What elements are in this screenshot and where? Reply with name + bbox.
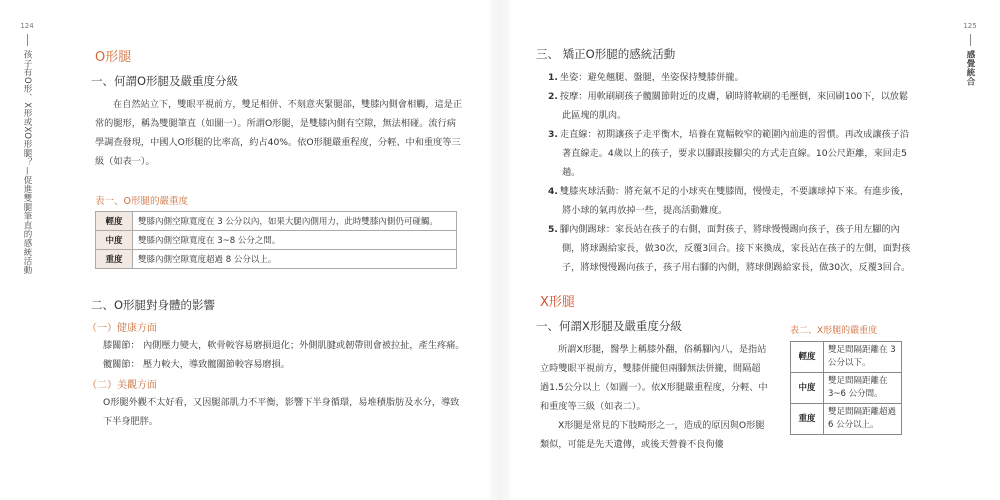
item-text: 壓力較大，導致髖關節較容易磨損。 [143, 359, 290, 370]
item-number: 4. [548, 186, 558, 197]
right-content [536, 46, 915, 454]
list-item [548, 125, 915, 182]
paragraph-appearance: O形腿外觀不太好看，又因腿部肌力不平衡，影響下半身循環，易堆積脂肪及水分，導致下半身肥胖。 [103, 397, 460, 427]
page-number-right: 125 [963, 22, 977, 30]
paragraph-o-leg-definition: 在自然站立下，雙眼平視前方，雙足相併、不刻意夾緊腿部，雙膝內側會相觸，這是正常的腿形，稱為雙腿筆直（如圖一）。所謂O形腿，是雙膝內側有空隙，無法相碰。流行病學調查發現，中國人O形腿的比率高，約占40%。依O形腿嚴重程度，分輕、中和重度等三級（如表一）。 [95, 99, 463, 167]
table-row [791, 373, 902, 404]
left-content [87, 46, 465, 431]
table2-caption: 表二、X形腿的嚴重度 [790, 326, 878, 336]
section-title-o-leg: O形腿 [95, 50, 132, 65]
table-o-leg-severity [95, 211, 457, 269]
list-item [548, 182, 915, 220]
table-row [96, 250, 457, 269]
left-page [0, 0, 490, 500]
left-running-header [20, 22, 34, 276]
item-label: 膝關節： [103, 340, 140, 351]
list-item [548, 87, 915, 125]
runner-divider [970, 34, 971, 46]
item-text: 腳內側踢球：家長站在孩子的右側，面對孩子，將球慢慢踢向孩子，孩子用左腳的內側，將球踢給家長，做30次，反覆3回合。接下來換成，家長站在孩子的左側，面對孩子，將球慢慢踢向孩子，孩子用右腳的內側，將球側踢給家長，做30次，反覆3回合。 [559, 224, 911, 273]
severity-label: 重度 [96, 250, 133, 269]
severity-label: 重度 [791, 404, 824, 435]
table2-box [790, 323, 910, 435]
item-number: 2. [548, 91, 558, 102]
severity-desc: 雙足間隔距離在 3~6 公分間。 [824, 373, 902, 404]
item-number: 3. [548, 129, 558, 140]
table-row [96, 212, 457, 231]
severity-label: 輕度 [791, 342, 824, 373]
severity-desc: 雙膝內側空隙寬度超過 8 公分以上。 [133, 250, 457, 269]
item-text: 坐姿：避免翹腿、盤腿，坐姿保持雙膝併攏。 [559, 72, 744, 83]
list-item [548, 68, 915, 87]
list-item [548, 220, 915, 277]
table-row [791, 342, 902, 373]
severity-desc: 雙足間隔距離在 3 公分以下。 [824, 342, 902, 373]
item-text: 走直線：初期讓孩子走平衡木，培養在寬幅較窄的範圍內前進的習慣。再改成讓孩子沿著直線走。4歲以上的孩子，要求以腳跟接腳尖的方式走直線。10公尺距離，來回走5趟。 [559, 129, 910, 178]
list-item [103, 355, 465, 374]
item-label: 髖關節： [103, 359, 140, 370]
page-number-left: 124 [20, 22, 34, 30]
table-row [791, 404, 902, 435]
item-text: 內側壓力變大，軟骨較容易磨損退化；外側肌腱或韌帶則會被拉扯，產生疼痛。 [143, 340, 465, 351]
running-title-left: 孩子有O形、X形或XO形腿？—促進雙腿筆直的感統活動 [22, 50, 32, 275]
runner-divider [27, 34, 28, 46]
heading-what-is-x-leg: 一、何謂X形腿及嚴重度分級 [536, 319, 682, 333]
x-leg-section [536, 291, 915, 454]
subheading-appearance: （二）美觀方面 [87, 380, 157, 391]
book-gutter [490, 0, 510, 500]
severity-desc: 雙膝內側空隙寬度在 3~8 公分之間。 [133, 231, 457, 250]
heading-o-leg-effects: 二、O形腿對身體的影響 [91, 298, 216, 312]
running-title-right: 感覺統合 [965, 50, 975, 86]
severity-label: 中度 [791, 373, 824, 404]
item-text: 雙膝夾球活動：將充氣不足的小球夾在雙膝間，慢慢走，不要讓球掉下來。有進步後，將小球的氣再放掉一些，提高活動難度。 [559, 186, 910, 216]
severity-desc: 雙膝內側空隙寬度在 3 公分以內，如果大腿內側用力，此時雙膝內側仍可碰觸。 [133, 212, 457, 231]
right-running-header [963, 22, 977, 88]
severity-desc: 雙足間隔距離超過 6 公分以上。 [824, 404, 902, 435]
item-text: 按摩：用軟刷刷孩子髖關節附近的皮膚，刷時將軟刷的毛壓倒，來回刷100下，以放鬆此區塊的肌肉。 [559, 91, 909, 121]
heading-o-leg-activities: 三、 矯正O形腿的感統活動 [536, 47, 676, 61]
heading-what-is-o-leg: 一、何謂O形腿及嚴重度分級 [91, 74, 239, 88]
section-title-x-leg: X形腿 [540, 295, 575, 310]
paragraph-x-leg-definition: 所謂X形腿，醫學上稱膝外翻，俗稱腳內八，是指站立時雙眼平視前方，雙膝併攏但兩腳無法併攏，間隔超過1.5公分以上（如圖一）。依X形腿嚴重程度，分輕、中和重度等三級（如表二）。 [540, 344, 768, 412]
table-row [96, 231, 457, 250]
item-number: 5. [548, 224, 558, 235]
subheading-health: （一）健康方面 [87, 323, 157, 334]
severity-label: 中度 [96, 231, 133, 250]
table1-caption: 表一、O形腿的嚴重度 [95, 196, 188, 207]
item-number: 1. [548, 72, 558, 83]
paragraph-x-leg-causes: X形腿是常見的下肢畸形之一，造成的原因與O形腿類似，可能是先天遺傳，或後天營養不良佝僂 [540, 420, 765, 450]
list-item [103, 336, 465, 355]
severity-label: 輕度 [96, 212, 133, 231]
table-x-leg-severity [790, 341, 902, 435]
